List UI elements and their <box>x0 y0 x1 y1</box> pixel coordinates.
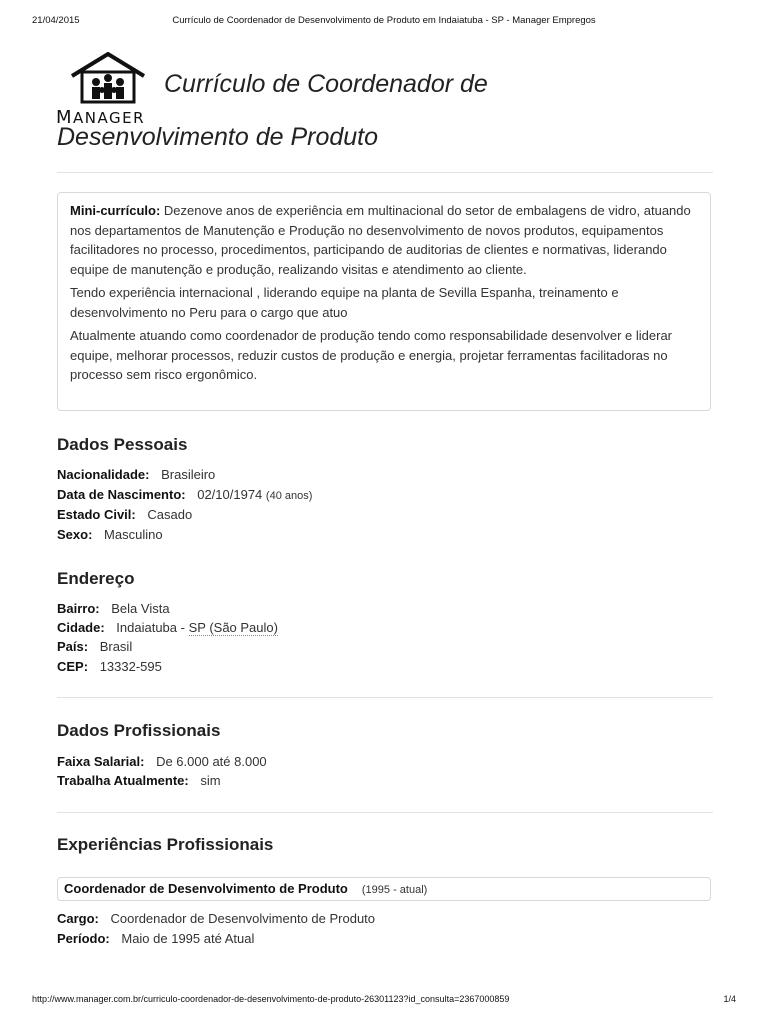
field-cep: CEP: 13332-595 <box>57 659 162 674</box>
print-url: http://www.manager.com.br/curriculo-coordenador-de-desenvolvimento-de-produto-26301123?id_consulta=2367000859 <box>32 994 510 1004</box>
mini-curriculo-p2: Tendo experiência internacional , liderando equipe na planta de Sevilla Espanha, treinamento e desenvolvimento no Peru para o cargo que atuo <box>70 285 619 320</box>
field-faixa-salarial: Faixa Salarial: De 6.000 até 8.000 <box>57 754 267 769</box>
page-title-line1: Currículo de Coordenador de <box>164 70 488 98</box>
print-header <box>0 15 768 29</box>
field-estado-civil: Estado Civil: Casado <box>57 507 193 522</box>
mini-curriculo-p3: Atualmente atuando como coordenador de produção tendo como responsabilidade desenvolver e liderar equipe, melhorar processos, reduzir custos de produção e energia, projetar ferramentas facilitadoras no processo sem risco ergonômico. <box>70 328 673 382</box>
mini-curriculo-label: Mini-currículo: <box>70 203 161 218</box>
field-bairro: Bairro: Bela Vista <box>57 601 170 616</box>
section-experiencias: Experiências Profissionais <box>57 835 274 854</box>
manager-logo[interactable] <box>56 52 168 128</box>
divider <box>57 172 713 173</box>
experience-job-title: Coordenador de Desenvolvimento de Produto <box>64 881 348 896</box>
field-nascimento: Data de Nascimento: 02/10/1974 (40 anos) <box>57 487 313 502</box>
field-pais: País: Brasil <box>57 639 133 654</box>
page-number: 1/4 <box>723 994 736 1004</box>
section-endereco: Endereço <box>57 569 135 588</box>
field-trabalha-atualmente: Trabalha Atualmente: sim <box>57 773 221 788</box>
field-periodo: Período: Maio de 1995 até Atual <box>57 931 255 946</box>
experience-header <box>57 877 711 901</box>
logo-wordmark: MANAGER <box>56 107 146 128</box>
field-nacionalidade: Nacionalidade: Brasileiro <box>57 467 216 482</box>
print-date: 21/04/2015 <box>32 15 80 26</box>
divider <box>57 812 713 813</box>
house-people-icon <box>68 52 148 108</box>
mini-curriculo-p1: Mini-currículo: Dezenove anos de experiência em multinacional do setor de embalagens de vidro, atuando nos departamentos de Manutenção e Produção no desenvolvimento de novos produtos, equipamentos facilitadores no processo, procedimentos, participando de auditorias de clientes e normativas, liderando equipe de manutenção e produção, realizando visitas e atendimento ao cliente. <box>70 203 691 277</box>
section-dados-pessoais: Dados Pessoais <box>57 435 188 454</box>
field-cargo: Cargo: Coordenador de Desenvolvimento de Produto <box>57 911 376 926</box>
state-link[interactable]: SP (São Paulo) <box>188 620 278 635</box>
experience-period: (1995 - atual) <box>361 884 428 896</box>
section-dados-profissionais: Dados Profissionais <box>57 721 221 740</box>
print-title: Currículo de Coordenador de Desenvolvimento de Produto em Indaiatuba - SP - Manager Empregos <box>172 15 596 26</box>
divider <box>57 697 713 698</box>
page-title-line2: Desenvolvimento de Produto <box>57 123 379 151</box>
field-sexo: Sexo: Masculino <box>57 527 163 542</box>
field-cidade: Cidade: Indaiatuba - SP (São Paulo) <box>57 620 278 635</box>
mini-curriculo-box <box>57 192 711 411</box>
